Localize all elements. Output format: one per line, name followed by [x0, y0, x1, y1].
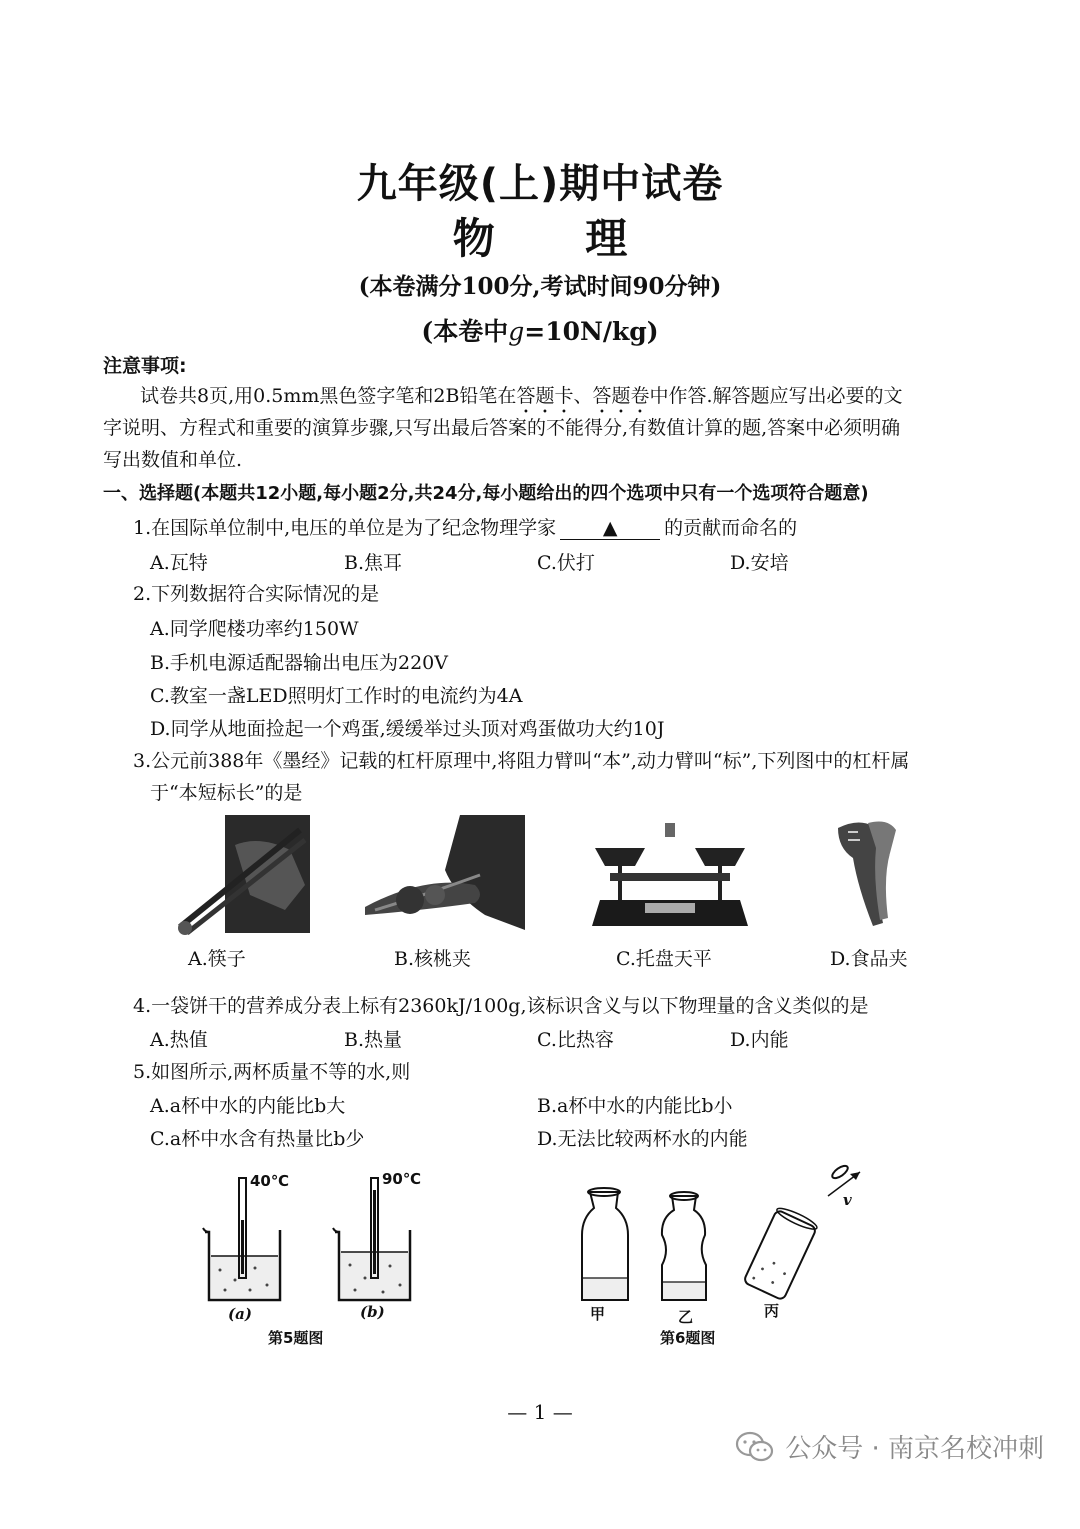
q3-option-b: B.核桃夹 [394, 948, 472, 970]
notice-heading: 注意事项: [103, 355, 187, 377]
wechat-icon [735, 1431, 775, 1463]
bottle-label-jia: 甲 [590, 1305, 606, 1323]
exam-info: (本卷满分100分,考试时间90分钟) [358, 273, 722, 300]
gravity-note: (本卷中g=10N/kg) [421, 317, 659, 346]
beaker-label-a: (a) [228, 1305, 252, 1323]
watermark [735, 1428, 1044, 1465]
notice-line-2: 字说明、方程式和重要的演算步骤,只写出最后答案的不能得分,有数值计算的题,答案中必须明确 [103, 417, 901, 439]
q4-option-d: D.内能 [730, 1029, 789, 1051]
answer-blank: ▲ [560, 517, 660, 540]
figure-5-caption: 第5题图 [268, 1329, 324, 1347]
question-4-stem: 4.一袋饼干的营养成分表上标有2360kJ/100g,该标识含义与以下物理量的含义类似的是 [133, 995, 869, 1017]
question-1-stem: 1.在国际单位制中,电压的单位是为了纪念物理学家 ▲ 的贡献而命名的 [133, 517, 798, 539]
nutcracker-image [365, 815, 525, 935]
q4-option-b: B.热量 [344, 1029, 403, 1051]
q5-option-b: B.a杯中水的内能比b小 [537, 1095, 733, 1117]
exam-title: 九年级(上)期中试卷 [356, 161, 724, 207]
q1-option-d: D.安培 [730, 552, 789, 574]
figure-6-bottles [570, 1160, 870, 1310]
q2-option-d: D.同学从地面捡起一个鸡蛋,缓缓举过头顶对鸡蛋做功大约10J [150, 718, 665, 740]
question-2-stem: 2.下列数据符合实际情况的是 [133, 583, 380, 605]
page-number: — 1 — [507, 1400, 573, 1424]
q5-option-c: C.a杯中水含有热量比b少 [150, 1128, 365, 1150]
q2-option-c: C.教室一盏LED照明灯工作时的电流约为4A [150, 685, 523, 707]
watermark-text: 公众号 · 南京名校冲刺 [785, 1434, 1044, 1464]
food-tongs-image [828, 818, 900, 930]
chopsticks-image [165, 815, 315, 940]
q2-option-b: B.手机电源适配器输出电压为220V [150, 652, 448, 674]
q2-option-a: A.同学爬楼功率约150W [150, 618, 359, 640]
q4-option-a: A.热值 [150, 1029, 208, 1051]
q1-option-c: C.伏打 [537, 552, 595, 574]
q3-option-a: A.筷子 [188, 948, 246, 970]
q5-option-a: A.a杯中水的内能比b大 [150, 1095, 346, 1117]
notice-line-3: 写出数值和单位. [103, 449, 243, 471]
q3-option-d: D.食品夹 [830, 948, 908, 970]
q4-option-c: C.比热容 [537, 1029, 614, 1051]
subject-title: 物 理 [452, 214, 666, 263]
question-5-stem: 5.如图所示,两杯质量不等的水,则 [133, 1061, 411, 1083]
notice-line-1: 试卷共8页,用0.5mm黑色签字笔和2B铅笔在答题卡、答题卷中作答.解答题应写出必要的文 [140, 385, 903, 407]
temp-label-a: 40℃ [250, 1172, 290, 1190]
beaker-label-b: (b) [360, 1303, 385, 1321]
velocity-label: v [843, 1191, 852, 1209]
bottle-label-yi: 乙 [678, 1308, 694, 1326]
section-heading: 一、选择题(本题共12小题,每小题2分,共24分,每小题给出的四个选项中只有一个选项符合题意) [103, 483, 869, 504]
temp-label-b: 90℃ [382, 1170, 422, 1188]
question-3-stem-line-1: 3.公元前388年《墨经》记载的杠杆原理中,将阻力臂叫“本”,动力臂叫“标”,下列图中的杠杆属 [133, 750, 910, 772]
figure-6-caption: 第6题图 [660, 1329, 716, 1347]
q3-option-c: C.托盘天平 [616, 948, 712, 970]
figure-5-beakers [195, 1170, 425, 1310]
bottle-label-bing: 丙 [764, 1302, 780, 1320]
q5-option-d: D.无法比较两杯水的内能 [537, 1128, 748, 1150]
q1-option-a: A.瓦特 [150, 552, 208, 574]
q1-option-b: B.焦耳 [344, 552, 403, 574]
question-3-stem-line-2: 于“本短标长”的是 [150, 782, 303, 804]
balance-scale-image [590, 818, 750, 930]
